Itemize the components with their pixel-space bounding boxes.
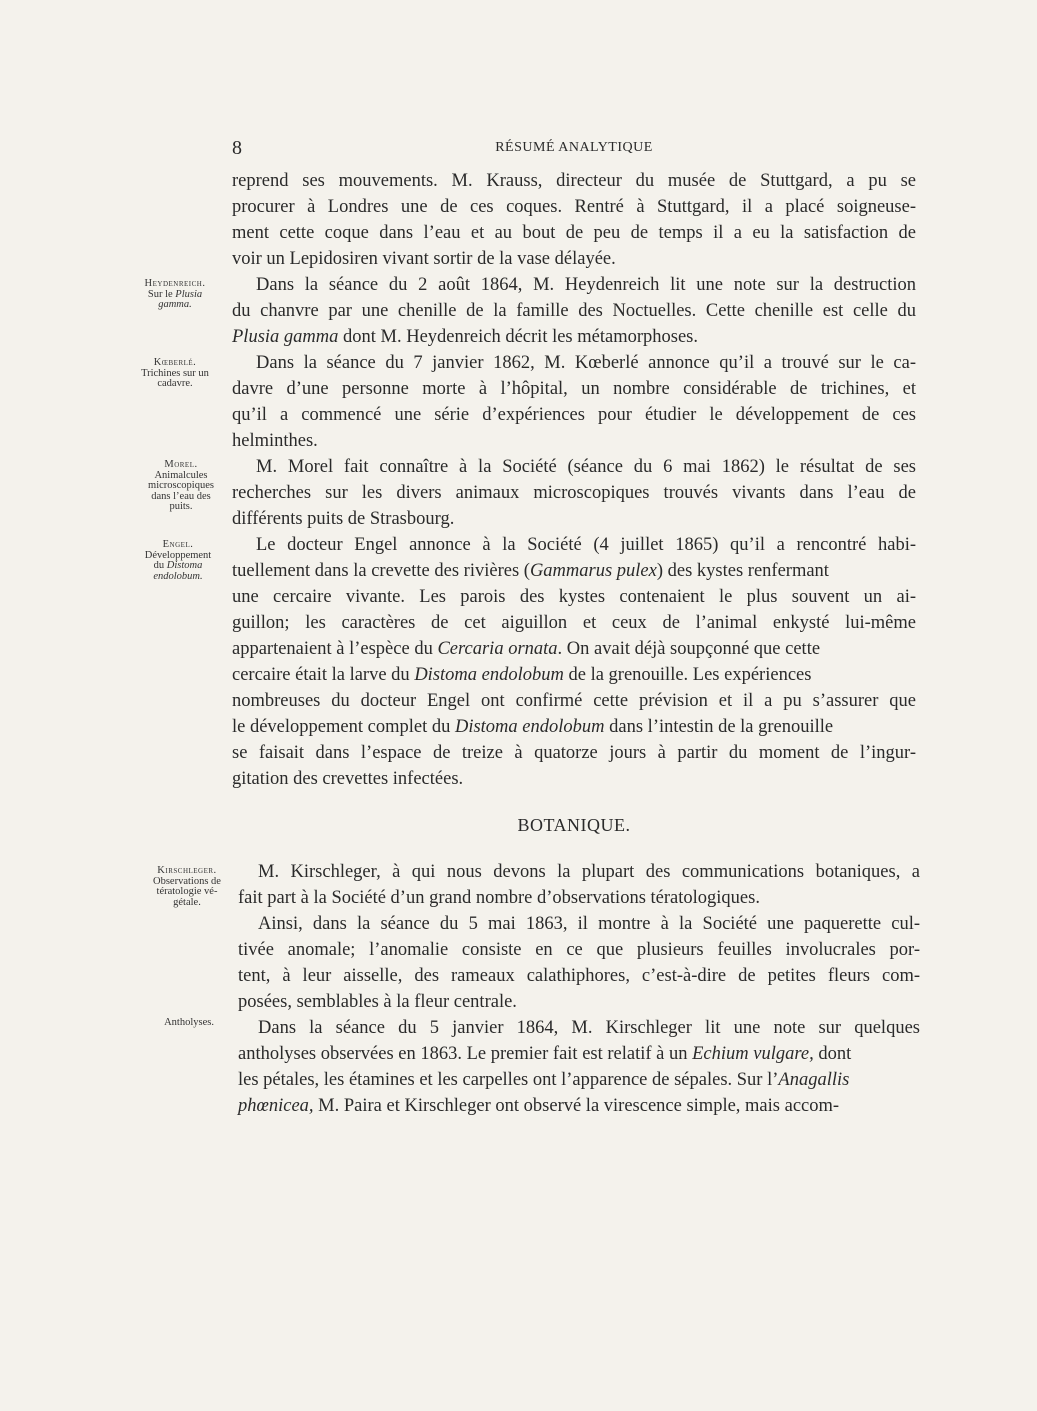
text-line: les pétales, les étamines et les carpelles ont l’apparence de sépales. Sur l’Anagallis: [238, 1070, 850, 1090]
text-line: fait part à la Société d’un grand nombre d’observations tératologiques.: [238, 888, 760, 908]
margin-note: Kirschleger. Observations de tératologie vé- gétale.: [153, 865, 221, 908]
species-name: Distoma endolobum: [454, 717, 605, 737]
text-line: M. Morel fait connaître à la Société (séance du 6 mai 1862) le résultat de ses: [256, 457, 916, 477]
page-number: 8: [232, 137, 242, 159]
margin-note: Morel. Animalcules microscopiques dans l’eau des puits.: [148, 459, 214, 512]
text-line: Dans la séance du 7 janvier 1862, M. Kœberlé annonce qu’il a trouvé sur le ca-: [256, 353, 916, 373]
running-header: [232, 137, 916, 163]
text-line: tivée anomale; l’anomalie consiste en ce que plusieurs feuilles involucrales por-: [238, 940, 920, 960]
text-line: du chanvre par une chenille de la famille des Noctuelles. Cette chenille est celle du: [232, 301, 916, 321]
text-line: Dans la séance du 2 août 1864, M. Heydenreich lit une note sur la destruction: [256, 275, 916, 295]
margin-note: Antholyses.: [164, 1017, 214, 1028]
text-line: guillon; les caractères de cet aiguillon et ceux de l’animal enkysté lui-même: [232, 613, 916, 633]
text-line: reprend ses mouvements. M. Krauss, directeur du musée de Stuttgard, a pu se: [232, 171, 916, 191]
text-line: M. Kirschleger, à qui nous devons la plupart des communications botaniques, a: [258, 862, 920, 882]
text-line: qu’il a commencé une série d’expériences pour étudier le développement de ces: [232, 405, 916, 425]
species-name: Echium vulgare,: [692, 1044, 814, 1064]
text-line: tent, à leur aisselle, des rameaux calathiphores, c’est-à-dire de petites fleurs com-: [238, 966, 920, 986]
text-line: Dans la séance du 5 janvier 1864, M. Kirschleger lit une note sur quelques: [258, 1018, 920, 1038]
text-line: cercaire était la larve du Distoma endolobum de la grenouille. Les expériences: [232, 665, 812, 685]
text-line: procurer à Londres une de ces coques. Rentré à Stuttgard, il a placé soigneuse-: [232, 197, 916, 217]
text-line: Ainsi, dans la séance du 5 mai 1863, il montre à la Société une paquerette cul-: [258, 914, 920, 934]
text-line: se faisait dans l’espace de treize à quatorze jours à partir du moment de l’ingur-: [232, 743, 916, 763]
margin-note: Heydenreich. Sur le Plusia gamma.: [144, 278, 206, 310]
section-title: BOTANIQUE.: [517, 815, 631, 835]
text-line: phœnicea, M. Paira et Kirschleger ont observé la virescence simple, mais accom-: [238, 1096, 840, 1116]
species-name: Gammarus pulex: [529, 561, 657, 581]
species-name: Distoma endolobum: [414, 665, 564, 685]
text-line: davre d’une personne morte à l’hôpital, un nombre considérable de trichines, et: [232, 379, 916, 399]
species-name: Plusia gamma: [232, 327, 339, 347]
species-name: Cercaria ornata: [437, 639, 558, 659]
species-name: Anagallis: [778, 1070, 850, 1090]
text-line: ment cette coque dans l’eau et au bout de peu de temps il a eu la satisfaction de: [232, 223, 916, 243]
species-name: phœnicea,: [238, 1096, 314, 1116]
text-line: le développement complet du Distoma endolobum dans l’intestin de la grenouille: [232, 717, 834, 737]
text-line: appartenaient à l’espèce du Cercaria ornata. On avait déjà soupçonné que cette: [232, 639, 821, 659]
text-line: tuellement dans la crevette des rivières (Gammarus pulex) des kystes renfermant: [232, 561, 829, 581]
text-line: posées, semblables à la fleur centrale.: [238, 992, 517, 1012]
text-line: helminthes.: [232, 431, 318, 451]
text-line: recherches sur les divers animaux microscopiques trouvés vivants dans l’eau de: [232, 483, 916, 503]
text-line: Le docteur Engel annonce à la Société (4 juillet 1865) qu’il a rencontré habi-: [256, 535, 916, 555]
running-title: RÉSUMÉ ANALYTIQUE: [495, 140, 653, 155]
text-line: antholyses observées en 1863. Le premier fait est relatif à un Echium vulgare, dont: [238, 1044, 852, 1064]
text-line: différents puits de Strasbourg.: [232, 509, 455, 529]
text-line: une cercaire vivante. Les parois des kystes contenaient le plus souvent un ai-: [232, 587, 916, 607]
margin-note: Kœberlé. Trichines sur un cadavre.: [141, 357, 209, 389]
text-line: nombreuses du docteur Engel ont confirmé cette prévision et il a pu s’assurer que: [232, 691, 916, 711]
text-line: Plusia gamma dont M. Heydenreich décrit les métamorphoses.: [232, 327, 698, 347]
margin-note: Engel. Développement du Distoma endolobum.: [144, 539, 212, 582]
text-line: gitation des crevettes infectées.: [232, 769, 464, 789]
text-line: voir un Lepidosiren vivant sortir de la vase délayée.: [232, 249, 616, 269]
